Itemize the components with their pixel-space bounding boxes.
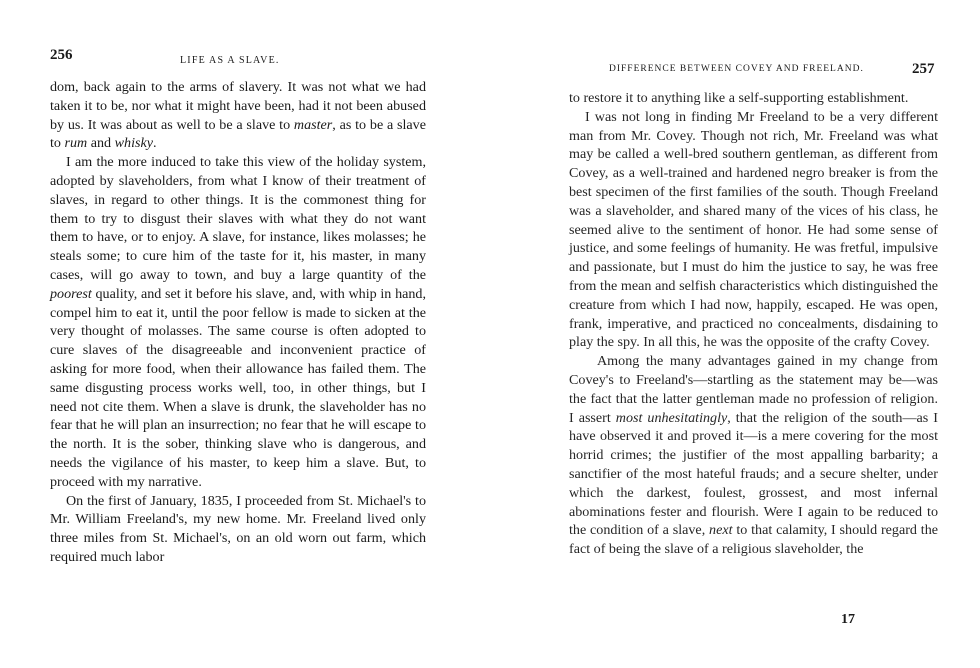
text-run: , as to be a slave to <box>50 116 426 152</box>
paragraph <box>569 89 938 108</box>
text-run: and <box>87 135 115 152</box>
right-page <box>490 0 980 668</box>
text-run: dom, back again to the arms of slavery. It was not what we had taken it to be, nor what it might have been, had it not been abused by us. It was about as well to be a slave to <box>50 79 426 133</box>
running-head: DIFFERENCE BETWEEN COVEY AND FREELAND. <box>609 64 864 74</box>
text-run: On the first of January, 1835, I proceeded from St. Michael's to Mr. William Freeland's, my new home. Mr. Freeland lived only three miles from St. Michael's, on an old worn out farm, which required much labor <box>50 492 426 565</box>
body-text <box>569 89 938 559</box>
italic-run: rum <box>64 135 88 152</box>
running-head: LIFE AS A SLAVE. <box>180 55 280 66</box>
paragraph <box>50 78 426 153</box>
paragraph <box>50 153 426 491</box>
italic-run: master <box>293 116 333 133</box>
italic-run: most unhesitatingly <box>615 409 728 426</box>
paragraph <box>569 108 938 352</box>
paragraph <box>569 352 938 559</box>
text-run: , that the religion of the south—as I have observed it and proved it—is a mere covering for the most horrid crimes; the justifier of the most appalling barbarity; a sanctifier of the most hateful frauds; and a secure shelter, under which the darkest, foulest, grossest, and most infernal abominations fester and flourish. Were I again to be reduced to the condition of a slave, <box>569 409 938 539</box>
text-run: . <box>152 135 157 152</box>
text-run: Among the many advantages gained in my change from Covey's to Freeland's—startling as the statement may be—was the fact that the latter gentleman made no profession of religion. I assert <box>569 353 938 426</box>
italic-run: whisky <box>114 135 153 152</box>
text-run: quality, and set it before his slave, and, with whip in hand, compel him to eat it, until the poor fellow is made to sicken at the very thought of molasses. The same course is often adopted to cure slaves of the disagreeable and inconvenient practice of asking for more food, when their allowance has failed them. The same disgusting process works well, too, in other things, but I need not cite them. When a slave is drunk, the slaveholder has no fear that he will plan an insurrection; no fear that he will escape to the north. It is the sober, thinking slave who is dangerous, and needs the vigilance of his master, to keep him a slave. But, to proceed with my narrative. <box>50 285 426 490</box>
text-run: I was not long in finding Mr Freeland to be a very different man from Mr. Covey. Though not rich, Mr. Freeland was what may be called a well-bred southern gentleman, as different from Covey, as a well-trained and hardened negro breaker is from the best specimen of the first families of the south. Though Freeland was a slaveholder, and shared many of the vices of his class, he seemed alive to the sentiment of honor. He had some sense of justice, and some feelings of humanity. He was fretful, impulsive and passionate, but I must do him the justice to say, he was free from the mean and selfish characteristics which distinguished the creature from which I had now, happily, escaped. He was open, frank, imperative, and practiced no concealments, disdaining to play the spy. In all this, he was the opposite of the crafty Covey. <box>569 108 938 351</box>
page-number: 256 <box>50 47 73 63</box>
body-text <box>50 78 426 567</box>
text-run: to restore it to anything like a self-supporting establishment. <box>569 90 909 106</box>
text-run: I am the more induced to take this view of the holiday system, adopted by slaveholders, from what I know of their treatment of slaves, in regard to other things. It is the commonest thing for them to try to disgust their slaves with what they do not want them to have, or to enjoy. A slave, for instance, likes molasses; he steals some; to cure him of the taste for it, his master, in many cases, will go away to town, and buy a large quantity of the <box>50 154 426 283</box>
page-number: 257 <box>912 61 935 77</box>
text-run: to that calamity, I should regard the fact of being the slave of a religious slaveholder, the <box>569 522 938 558</box>
italic-run: next <box>709 522 733 539</box>
signature-mark: 17 <box>841 612 855 627</box>
italic-run: poorest <box>50 285 92 302</box>
paragraph <box>50 492 426 567</box>
